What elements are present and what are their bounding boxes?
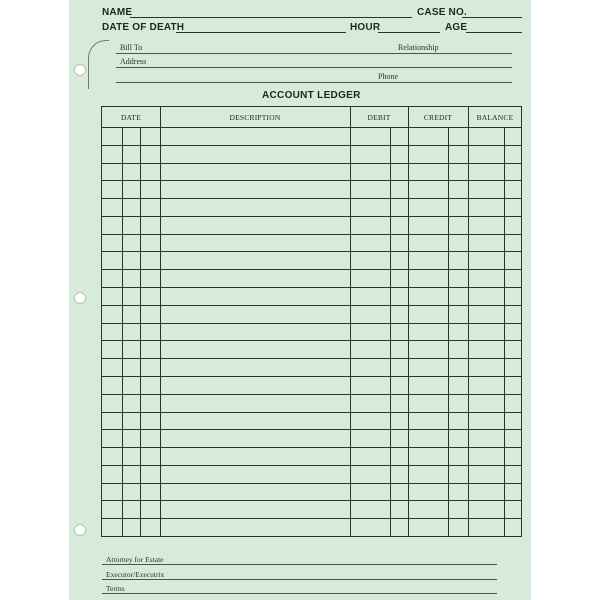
column-divider	[468, 107, 469, 536]
sub-column-divider	[140, 127, 141, 536]
punch-hole-middle	[74, 292, 86, 304]
address-label: Address	[120, 57, 147, 66]
column-divider	[160, 107, 161, 536]
table-row[interactable]	[102, 465, 521, 466]
table-row[interactable]	[102, 234, 521, 235]
attorney-field-line[interactable]	[102, 564, 497, 565]
table-row[interactable]	[102, 483, 521, 484]
table-row[interactable]	[102, 518, 521, 519]
punch-hole-bottom	[74, 524, 86, 536]
bill-to-label: Bill To	[120, 43, 143, 52]
column-divider	[408, 107, 409, 536]
sub-column-divider	[390, 127, 391, 536]
table-row[interactable]	[102, 198, 521, 199]
executor-label: Executor/Executrix	[106, 570, 165, 579]
table-row[interactable]	[102, 394, 521, 395]
bracket-curve	[88, 40, 109, 89]
relationship-label: Relationship	[398, 43, 439, 52]
table-row[interactable]	[102, 323, 521, 324]
column-header-balance: BALANCE	[476, 112, 514, 122]
table-row[interactable]	[102, 412, 521, 413]
hour-label: HOUR	[350, 22, 381, 33]
table-row[interactable]	[102, 251, 521, 252]
table-row[interactable]	[102, 287, 521, 288]
punch-hole-top	[74, 64, 86, 76]
table-row[interactable]	[102, 145, 521, 146]
date-of-death-field-line[interactable]	[176, 32, 346, 33]
table-row[interactable]	[102, 429, 521, 430]
header-divider	[102, 127, 521, 128]
table-row[interactable]	[102, 358, 521, 359]
account-ledger-table	[101, 106, 522, 537]
address-field-line[interactable]	[116, 67, 512, 68]
column-header-date: DATE	[121, 112, 141, 122]
phone-field-line[interactable]	[116, 82, 512, 83]
table-row[interactable]	[102, 216, 521, 217]
ledger-title: ACCOUNT LEDGER	[262, 90, 361, 101]
case-number-field-line[interactable]	[462, 17, 522, 18]
table-row[interactable]	[102, 163, 521, 164]
column-header-debit: DEBIT	[367, 112, 391, 122]
table-row[interactable]	[102, 340, 521, 341]
table-row[interactable]	[102, 180, 521, 181]
name-label: NAME	[102, 7, 133, 18]
table-row[interactable]	[102, 447, 521, 448]
executor-field-line[interactable]	[102, 579, 497, 580]
case-number-label: CASE NO.	[417, 7, 467, 18]
sub-column-divider	[448, 127, 449, 536]
terms-label: Terms	[106, 584, 125, 593]
sub-column-divider	[504, 127, 505, 536]
column-header-credit: CREDIT	[423, 112, 453, 122]
table-row[interactable]	[102, 376, 521, 377]
hour-field-line[interactable]	[378, 32, 440, 33]
column-header-description: DESCRIPTION	[229, 112, 281, 122]
phone-label: Phone	[378, 72, 398, 81]
date-of-death-label: DATE OF DEATH	[102, 22, 185, 33]
attorney-label: Attorney for Estate	[106, 555, 164, 564]
age-label: AGE	[445, 22, 468, 33]
column-divider	[350, 107, 351, 536]
table-row[interactable]	[102, 305, 521, 306]
terms-field-line[interactable]	[102, 593, 497, 594]
age-field-line[interactable]	[466, 32, 522, 33]
sub-column-divider	[122, 127, 123, 536]
name-field-line[interactable]	[130, 17, 412, 18]
table-row[interactable]	[102, 269, 521, 270]
bill-to-field-line[interactable]	[116, 53, 512, 54]
table-row[interactable]	[102, 500, 521, 501]
